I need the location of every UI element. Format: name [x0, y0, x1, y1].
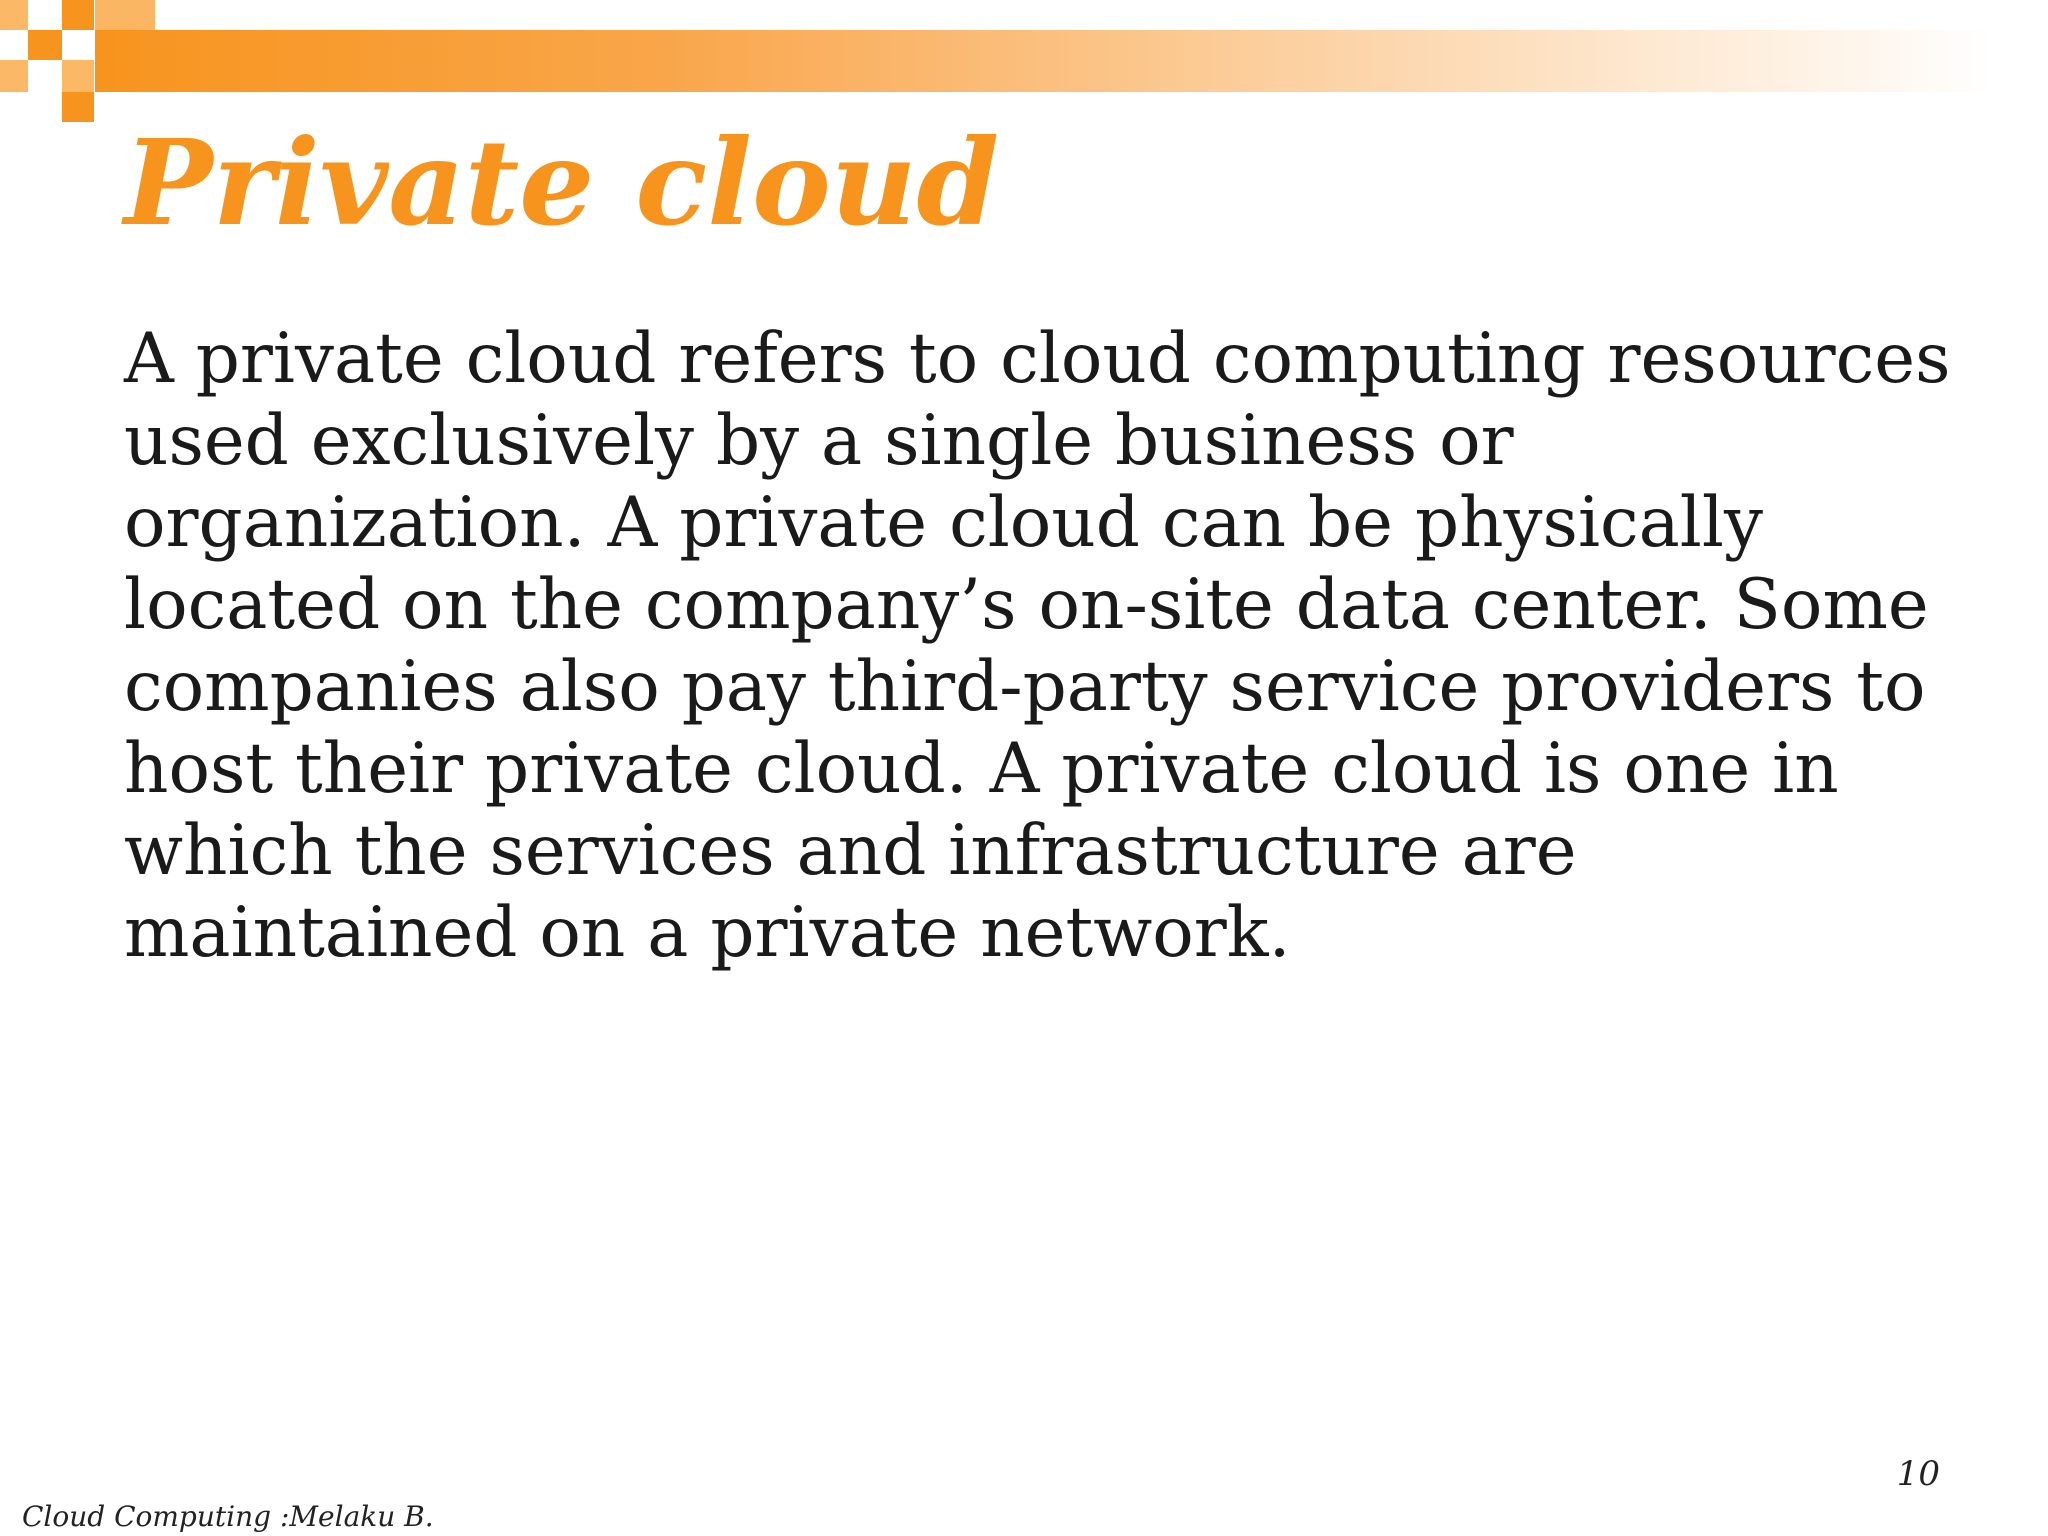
- decorative-gradient-band: [95, 30, 1995, 92]
- decorative-square: [95, 0, 155, 30]
- decorative-square: [62, 60, 94, 92]
- decorative-square: [0, 0, 28, 30]
- decorative-square: [0, 60, 28, 92]
- page-number: 10: [1896, 1454, 1940, 1494]
- decorative-square: [62, 0, 94, 30]
- decorative-square: [28, 30, 62, 60]
- decorative-square: [62, 92, 94, 122]
- footer-text: Cloud Computing :Melaku B.: [22, 1500, 434, 1533]
- slide-title: Private cloud: [124, 113, 1000, 252]
- body-paragraph: A private cloud refers to cloud computing resources used exclusively by a single business or organization. A private cloud can be physically located on the company’s on-site data center. Some companies also pay third-party service providers to host their private cloud. A private cloud is one in which the services and infrastructure are maintained on a private network.: [124, 319, 1951, 973]
